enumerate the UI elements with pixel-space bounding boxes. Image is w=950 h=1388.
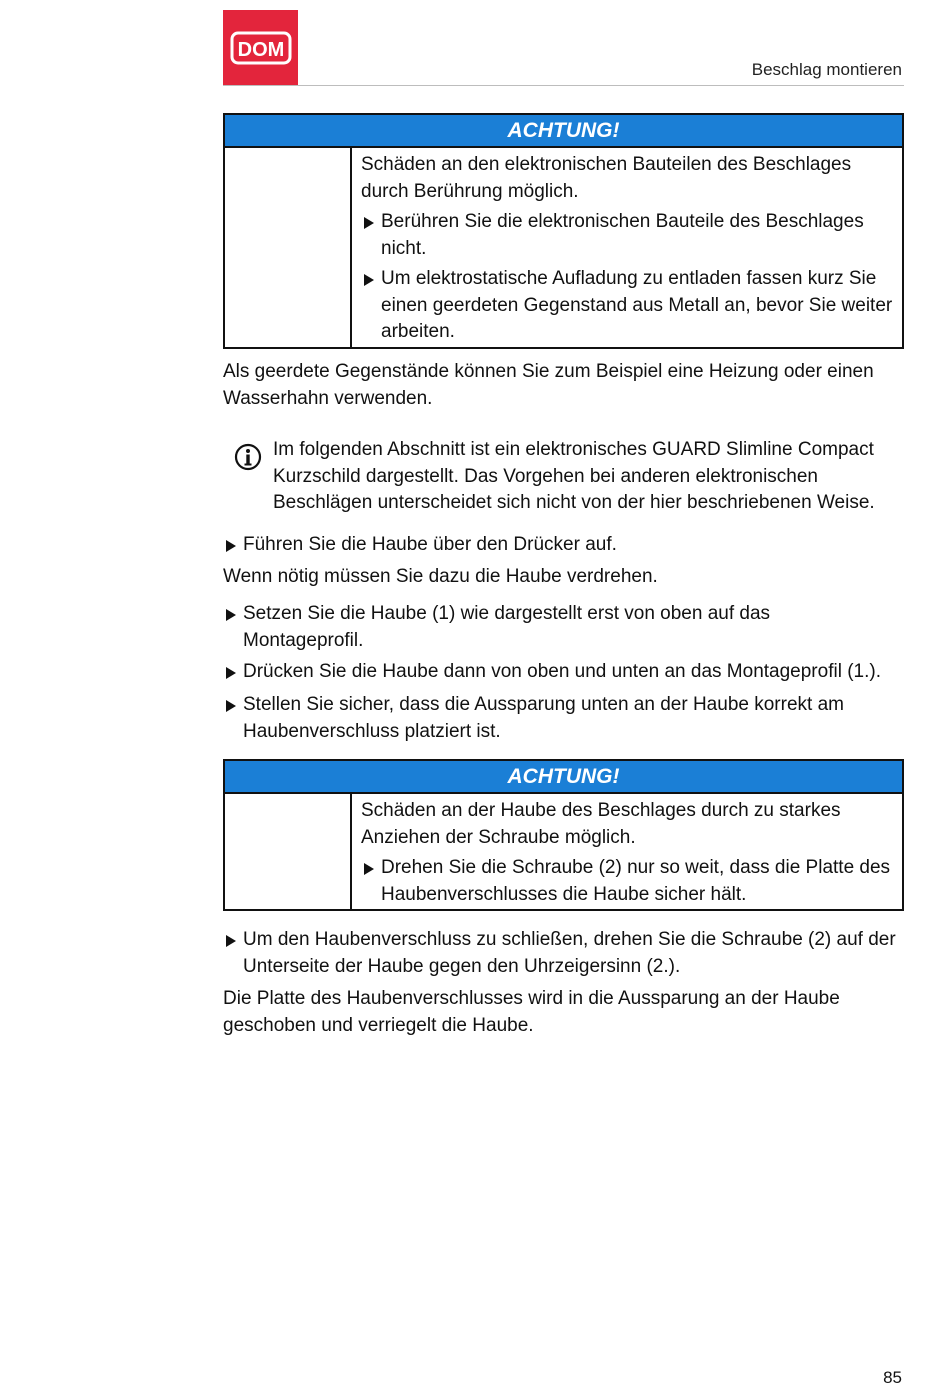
paragraph: Wenn nötig müssen Sie dazu die Haube verdrehen. <box>223 566 658 587</box>
step-text: Stellen Sie sicher, dass die Aussparung unten an der Haube korrekt am Haubenverschluss platziert ist. <box>243 694 844 742</box>
warning-text: Schäden an den elektronischen Bauteilen des Beschlages durch Berührung möglich. <box>361 154 852 202</box>
info-note: Im folgenden Abschnitt ist ein elektronisches GUARD Slimline Compact Kurzschild dargestellt. Das Vorgehen bei anderen elektronischen Beschlägen unterscheidet sich nicht von der hier beschriebenen Weise. <box>273 439 875 513</box>
instruction-step <box>223 532 913 559</box>
dom-logo <box>223 10 298 85</box>
warning-icon-cell <box>225 148 352 349</box>
warning-box-1 <box>223 113 904 349</box>
step-text: Führen Sie die Haube über den Drücker auf. <box>243 534 617 555</box>
warning-bullet-text: Berühren Sie die elektronischen Bauteile des Beschlages nicht. <box>381 211 864 259</box>
info-icon <box>234 443 262 471</box>
instruction-step <box>223 927 903 980</box>
bullet-triangle-icon <box>226 540 236 552</box>
bullet-triangle-icon <box>226 609 236 621</box>
paragraph: Als geerdete Gegenstände können Sie zum Beispiel eine Heizung oder einen Wasserhahn verwenden. <box>223 361 874 409</box>
warning-heading: ACHTUNG! <box>225 761 902 794</box>
warning-bullet <box>361 266 894 346</box>
bullet-triangle-icon <box>226 700 236 712</box>
page-number: 85 <box>883 1368 902 1387</box>
warning-box-2 <box>223 759 904 911</box>
bullet-triangle-icon <box>364 217 374 229</box>
section-title: Beschlag montieren <box>751 60 902 79</box>
warning-text: Schäden an der Haube des Beschlages durch zu starkes Anziehen der Schraube möglich. <box>361 800 841 848</box>
instruction-step <box>223 601 823 654</box>
warning-bullet <box>361 209 894 262</box>
step-text: Drücken Sie die Haube dann von oben und unten an das Montageprofil (1.). <box>243 661 881 682</box>
instruction-step <box>223 659 943 686</box>
dom-logo-mark <box>230 31 292 65</box>
bullet-triangle-icon <box>364 863 374 875</box>
step-text: Um den Haubenverschluss zu schließen, drehen Sie die Schraube (2) auf der Unterseite der Haube gegen den Uhrzeigersinn (2.). <box>243 929 896 977</box>
step-text: Setzen Sie die Haube (1) wie dargestellt erst von oben auf das Montageprofil. <box>243 603 771 651</box>
warning-content <box>352 148 902 349</box>
header-divider <box>223 85 904 86</box>
warning-bullet <box>361 855 894 908</box>
logo-text: DOM <box>237 38 284 61</box>
warning-bullet-text: Um elektrostatische Aufladung zu entladen fassen kurz Sie einen geerdeten Gegenstand aus Metall an, bevor Sie weiter arbeiten. <box>381 268 893 342</box>
warning-icon-cell <box>225 794 352 911</box>
bullet-triangle-icon <box>364 274 374 286</box>
bullet-triangle-icon <box>226 935 236 947</box>
warning-heading: ACHTUNG! <box>225 115 902 148</box>
warning-content <box>352 794 902 911</box>
warning-bullet-text: Drehen Sie die Schraube (2) nur so weit, dass die Platte des Haubenverschlusses die Haube sicher hält. <box>381 857 891 905</box>
bullet-triangle-icon <box>226 667 236 679</box>
instruction-step <box>223 692 903 745</box>
paragraph: Die Platte des Haubenverschlusses wird in die Aussparung an der Haube geschoben und verriegelt die Haube. <box>223 988 840 1036</box>
